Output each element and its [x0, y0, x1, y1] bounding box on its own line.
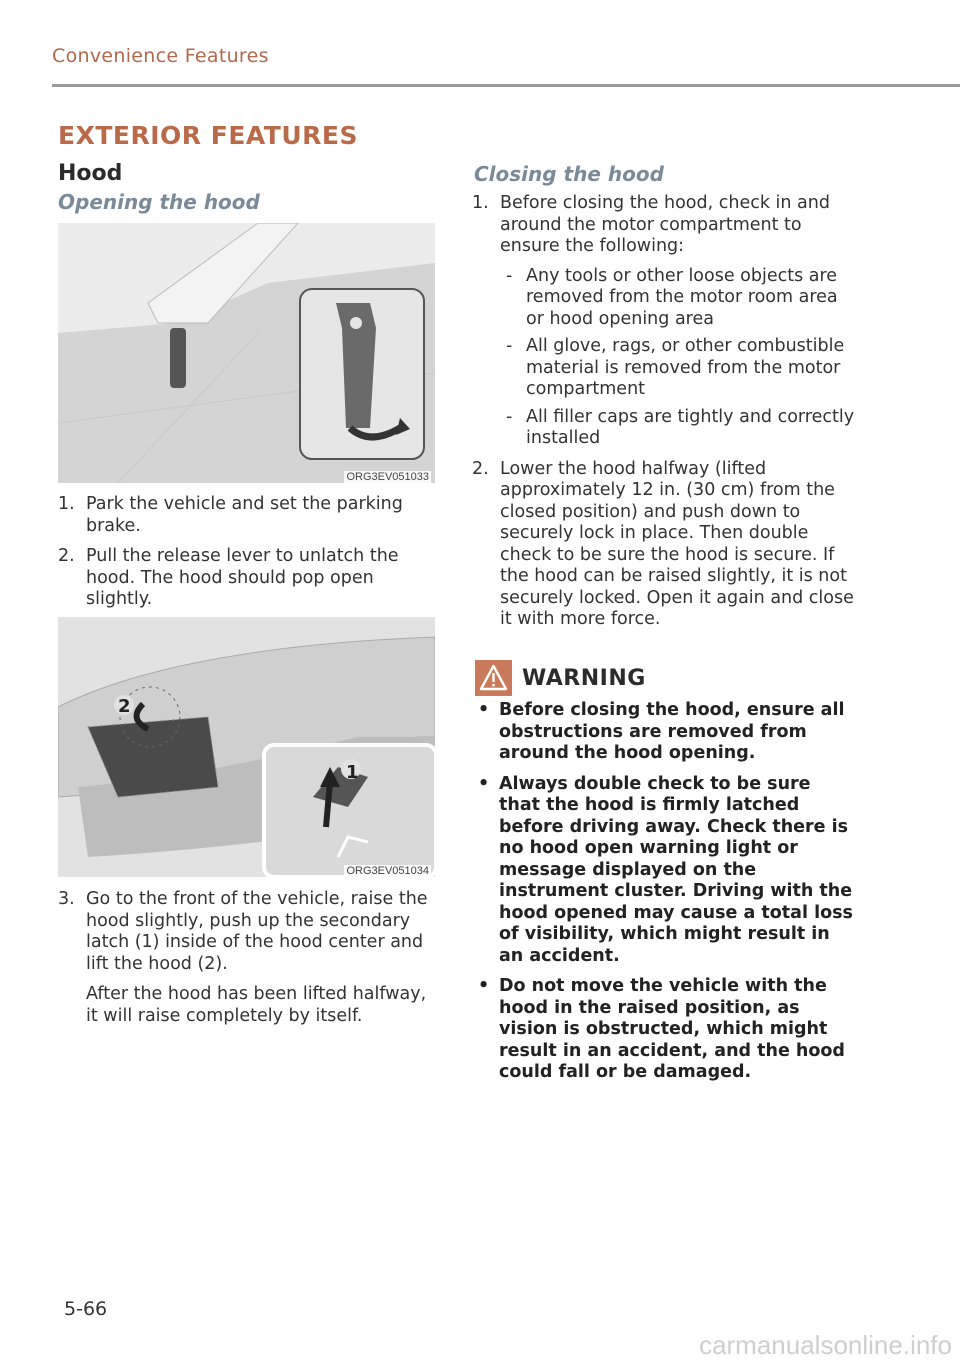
page-number: 5-66 — [64, 1298, 108, 1320]
watermark: carmanualsonline.info — [699, 1330, 952, 1360]
step-number: 3. — [58, 889, 75, 909]
checklist-text: Any tools or other loose objects are removed from the motor room area or hood opening area — [526, 265, 838, 329]
warning-item — [476, 774, 856, 968]
step-note: After the hood has been lifted halfway, it will raise completely by itself. — [86, 984, 427, 1026]
closing-steps-list — [472, 193, 856, 640]
step-text: Park the vehicle and set the parking brake. — [86, 494, 403, 536]
warning-item — [476, 976, 856, 1084]
warning-text: Always double check to be sure that the hood is firmly latched before driving away. Check there is no hood open warning light or message displayed on the instrument cluster. Driving with the hood opened may cause a total loss of visibility, which might result in an accident. — [499, 773, 853, 966]
step-text: Pull the release lever to unlatch the hood. The hood should pop open slightly. — [86, 546, 399, 609]
list-item — [58, 546, 438, 611]
bullet-dot: • — [478, 976, 490, 996]
checklist-text: All glove, rags, or other combustible material is removed from the motor compartment — [526, 336, 845, 399]
opening-steps-list-continued — [58, 889, 438, 1036]
opening-steps-list — [58, 494, 438, 620]
figure-code: ORG3EV051034 — [346, 865, 429, 877]
warning-triangle-icon — [475, 660, 512, 696]
release-lever-illustration — [58, 223, 435, 483]
callout-2: 2 — [118, 696, 131, 717]
list-item — [58, 889, 438, 1027]
step-number: 2. — [58, 546, 75, 566]
checklist-item — [500, 266, 856, 331]
checklist-text: All filler caps are tightly and correctly installed — [526, 406, 855, 448]
bullet-dot: • — [478, 773, 490, 794]
dash-bullet: - — [506, 336, 513, 356]
list-item — [58, 494, 438, 537]
warning-list — [476, 700, 856, 1093]
callout-1: 1 — [346, 762, 359, 783]
step-text: Before closing the hood, check in and around the motor compartment to ensure the following: — [500, 193, 830, 256]
running-header: Convenience Features — [52, 45, 269, 67]
checklist — [500, 266, 856, 450]
bullet-dot: • — [478, 700, 490, 720]
car-front-illustration — [58, 617, 435, 877]
dash-bullet: - — [506, 265, 513, 286]
header-divider — [52, 84, 960, 87]
hood-heading: Hood — [58, 161, 123, 186]
warning-header — [475, 660, 646, 696]
warning-label: WARNING — [522, 665, 646, 691]
closing-hood-heading: Closing the hood — [474, 162, 664, 186]
step-number: 1. — [472, 193, 489, 213]
warning-text: Before closing the hood, ensure all obstructions are removed from around the hood opening. — [499, 700, 845, 763]
list-item — [472, 459, 856, 631]
secondary-latch-figure — [58, 617, 435, 877]
figure-code: ORG3EV051033 — [346, 471, 429, 483]
opening-hood-heading: Opening the hood — [58, 190, 260, 214]
dash-bullet: - — [506, 406, 513, 427]
step-number: 2. — [472, 458, 489, 479]
section-title: EXTERIOR FEATURES — [58, 121, 358, 150]
step-text: Lower the hood halfway (lifted approximately 12 in. (30 cm) from the closed position) and push down to securely lock in place. Then double check to be sure the hood is secure. If the hood can be raised slightly, it is not securely locked. Open it again and close it with more force. — [500, 458, 854, 629]
release-lever-figure — [58, 223, 435, 483]
step-number: 1. — [58, 494, 75, 514]
checklist-item — [500, 336, 856, 401]
warning-text: Do not move the vehicle with the hood in the raised position, as vision is obstructed, which might result in an accident, and the hood could fall or be damaged. — [499, 976, 845, 1082]
step-text: Go to the front of the vehicle, raise the hood slightly, push up the secondary latch (1) inside of the hood center and lift the hood (2). — [86, 889, 428, 974]
checklist-item — [500, 407, 856, 450]
list-item — [472, 193, 856, 450]
warning-item — [476, 700, 856, 765]
